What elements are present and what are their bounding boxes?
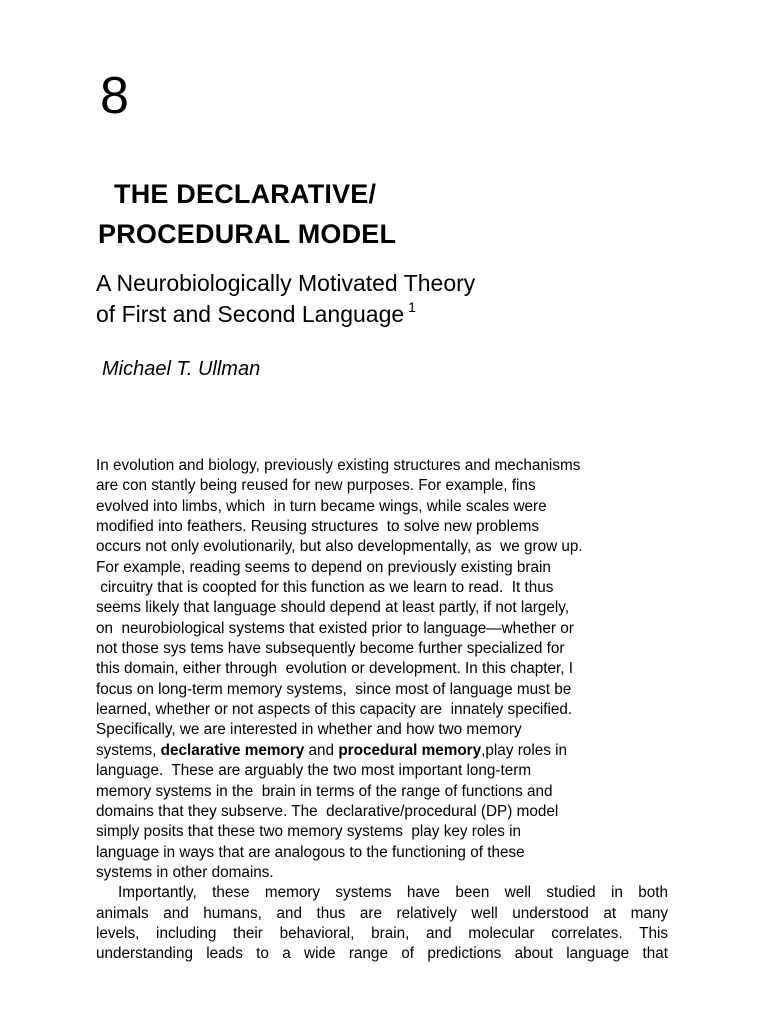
term-declarative-memory: declarative memory bbox=[160, 741, 305, 759]
text-line: Importantly, these memory systems have been well studied in both bbox=[118, 884, 668, 902]
text-fragment: and bbox=[304, 741, 339, 759]
text-line: animals and humans, and thus are relatively well understood at many bbox=[96, 904, 668, 922]
paragraph-1 bbox=[96, 456, 668, 883]
text-line: this domain, either through evolution or development. In this chapter, I bbox=[96, 660, 574, 678]
text-line-with-terms bbox=[96, 741, 668, 761]
text-line: modified into feathers. Reusing structures to solve new problems bbox=[96, 518, 539, 536]
text-line: occurs not only evolutionarily, but also developmentally, as we grow up. bbox=[96, 538, 583, 556]
text-line: learned, whether or not aspects of this capacity are innately specified. bbox=[96, 701, 573, 719]
text-line: Specifically, we are interested in whether and how two memory bbox=[96, 721, 522, 739]
text-line: levels, including their behavioral, brain, and molecular correlates. This bbox=[96, 924, 668, 942]
text-line: In evolution and biology, previously existing structures and mechanisms bbox=[96, 457, 581, 474]
text-line: language. These are arguably the two most important long-term bbox=[96, 762, 532, 780]
text-line: focus on long-term memory systems, since most of language must be bbox=[96, 680, 572, 698]
text-line: memory systems in the brain in terms of the range of functions and bbox=[96, 782, 553, 800]
text-fragment: ,play roles in bbox=[481, 741, 568, 759]
text-line: not those sys tems have subsequently become further specialized for bbox=[96, 640, 565, 658]
chapter-number: 8 bbox=[100, 67, 129, 125]
subtitle-line-2 bbox=[96, 299, 475, 330]
body-text bbox=[96, 456, 668, 965]
text-line: For example, reading seems to depend on previously existing brain bbox=[96, 558, 551, 576]
text-line: are con stantly being reused for new purposes. For example, fins bbox=[96, 477, 536, 495]
text-fragment: systems, bbox=[96, 741, 161, 759]
text-line: evolved into limbs, which in turn became wings, while scales were bbox=[96, 497, 547, 515]
text-line: simply posits that these two memory systems play key roles in bbox=[96, 823, 522, 841]
text-line: seems likely that language should depend at least partly, if not largely, bbox=[96, 599, 570, 617]
text-line: systems in other domains. bbox=[96, 863, 274, 881]
footnote-marker[interactable]: 1 bbox=[408, 299, 416, 315]
text-line: understanding leads to a wide range of predictions about language that bbox=[96, 945, 668, 963]
chapter-subtitle bbox=[96, 268, 475, 330]
subtitle-line-2-text: of First and Second Language bbox=[96, 301, 405, 327]
term-procedural-memory: procedural memory bbox=[338, 741, 482, 759]
text-line: domains that they subserve. The declarative/procedural (DP) model bbox=[96, 802, 559, 820]
paragraph-2 bbox=[96, 883, 668, 964]
chapter-title-line-1: THE DECLARATIVE/ bbox=[114, 179, 377, 209]
text-line: language in ways that are analogous to the functioning of these bbox=[96, 843, 525, 861]
text-line: on neurobiological systems that existed prior to language—whether or bbox=[96, 619, 574, 637]
chapter-title-line-2: PROCEDURAL MODEL bbox=[98, 219, 397, 249]
text-line: circuitry that is coopted for this function as we learn to read. It thus bbox=[96, 579, 554, 597]
author-name: Michael T. Ullman bbox=[102, 358, 261, 380]
subtitle-line-1: A Neurobiologically Motivated Theory bbox=[96, 270, 476, 296]
chapter-title bbox=[98, 174, 396, 254]
